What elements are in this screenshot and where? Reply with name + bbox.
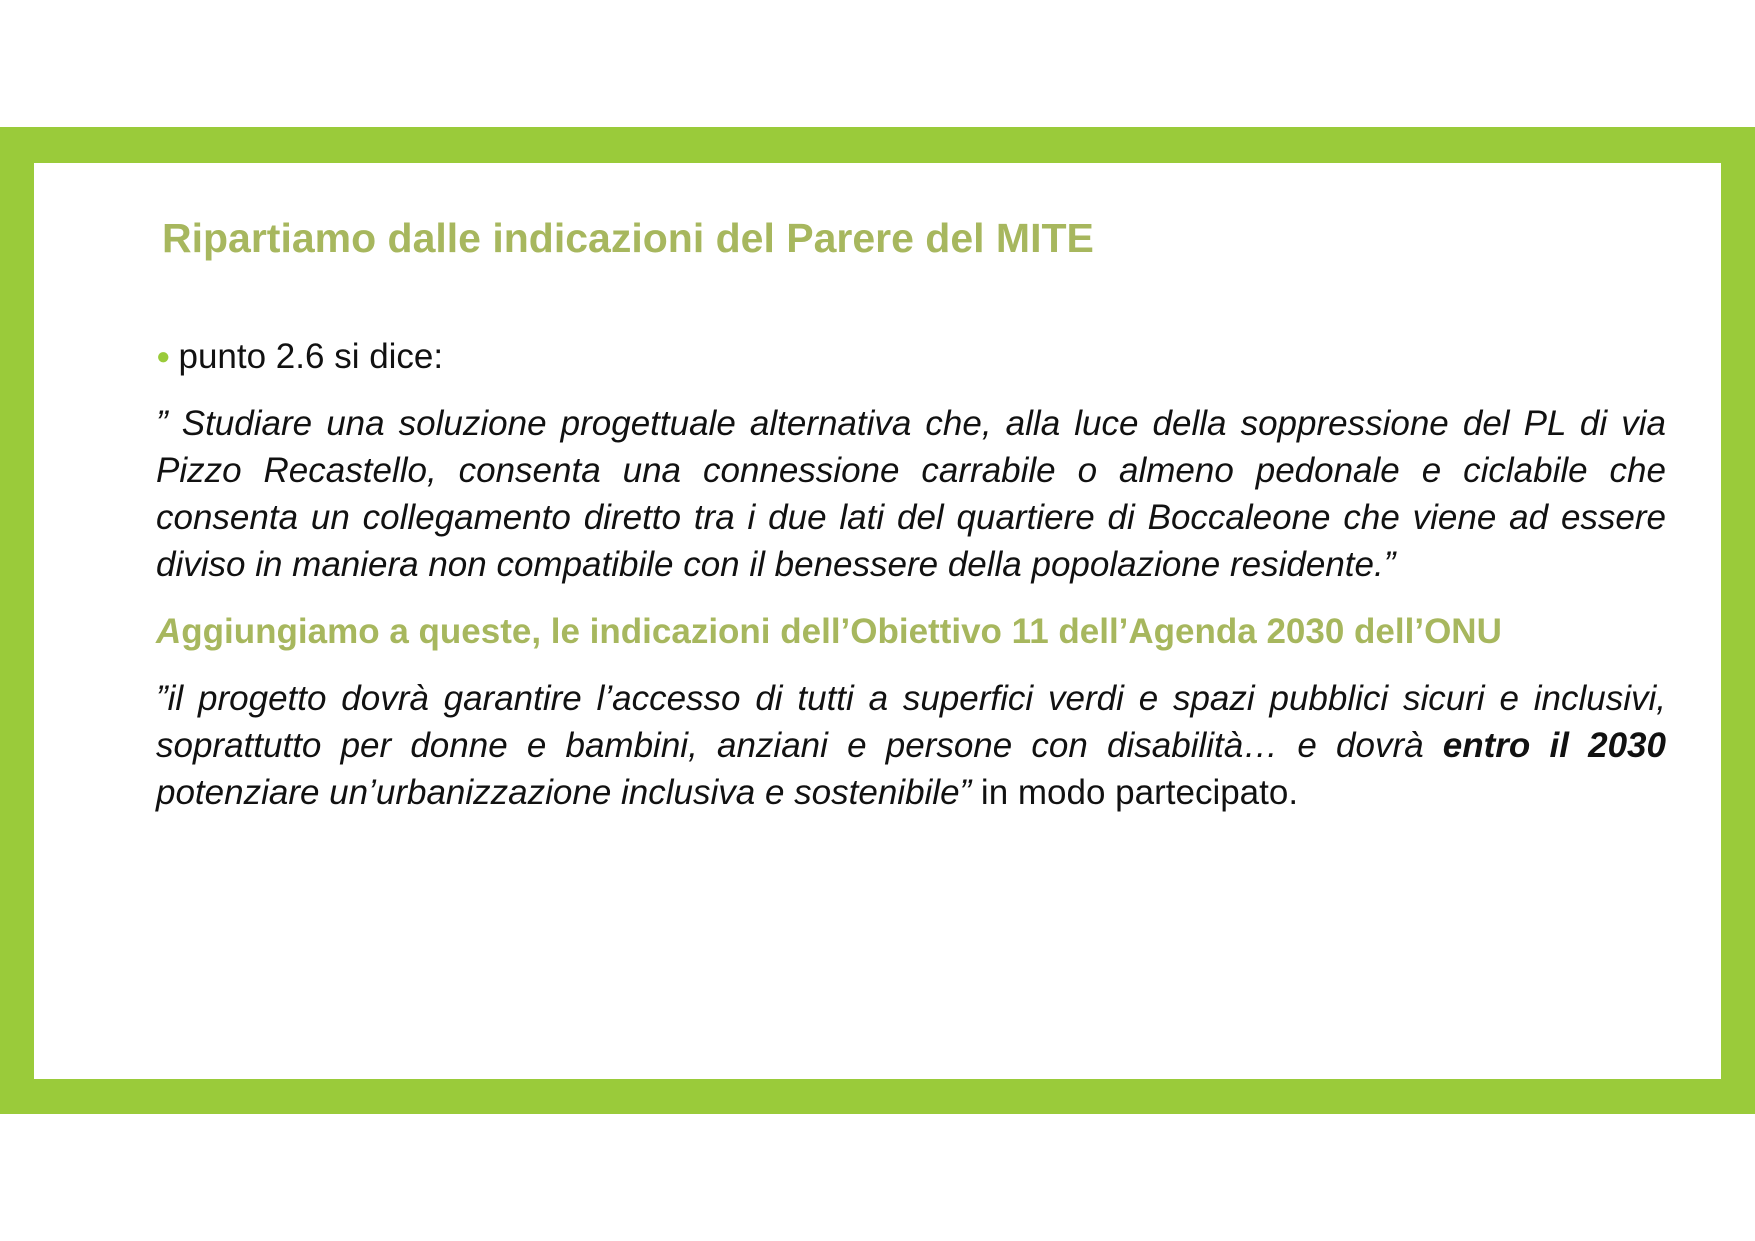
quote-onu-bold: entro il 2030	[1442, 726, 1666, 765]
slide-content	[156, 333, 1666, 816]
bullet-dot-icon: ●	[156, 343, 171, 370]
subheading-first-letter: A	[156, 612, 182, 651]
bullet-text: punto 2.6 si dice:	[178, 337, 444, 376]
slide-title: Ripartiamo dalle indicazioni del Parere del MITE	[162, 215, 1094, 261]
quote-onu-part2: potenziare un’urbanizzazione inclusiva e sostenibile”	[156, 773, 972, 812]
quote-onu-part3: in modo partecipato.	[971, 773, 1299, 812]
subheading-agenda	[156, 608, 1666, 655]
quote-onu	[156, 675, 1666, 816]
quote-onu-part1: ”il progetto dovrà garantire l’accesso di tutti a superfici verdi e spazi pubblici sicuri e inclusivi, soprattutto per donne e bambini, anziani e persone con disabilità… e dovrà	[156, 679, 1666, 765]
subheading-rest: ggiungiamo a queste, le indicazioni dell’Obiettivo 11 dell’Agenda 2030 dell’ONU	[181, 612, 1502, 651]
quote-mite: ” Studiare una soluzione progettuale alternativa che, alla luce della soppressione del PL di via Pizzo Recastello, consenta una connessione carrabile o almeno pedonale e ciclabile che consenta un collegamento diretto tra i due lati del quartiere di Boccaleone che viene ad essere diviso in maniera non compatibile con il benessere della popolazione residente.”	[156, 404, 1666, 584]
slide	[34, 163, 1721, 1079]
bullet-item	[156, 333, 1666, 380]
